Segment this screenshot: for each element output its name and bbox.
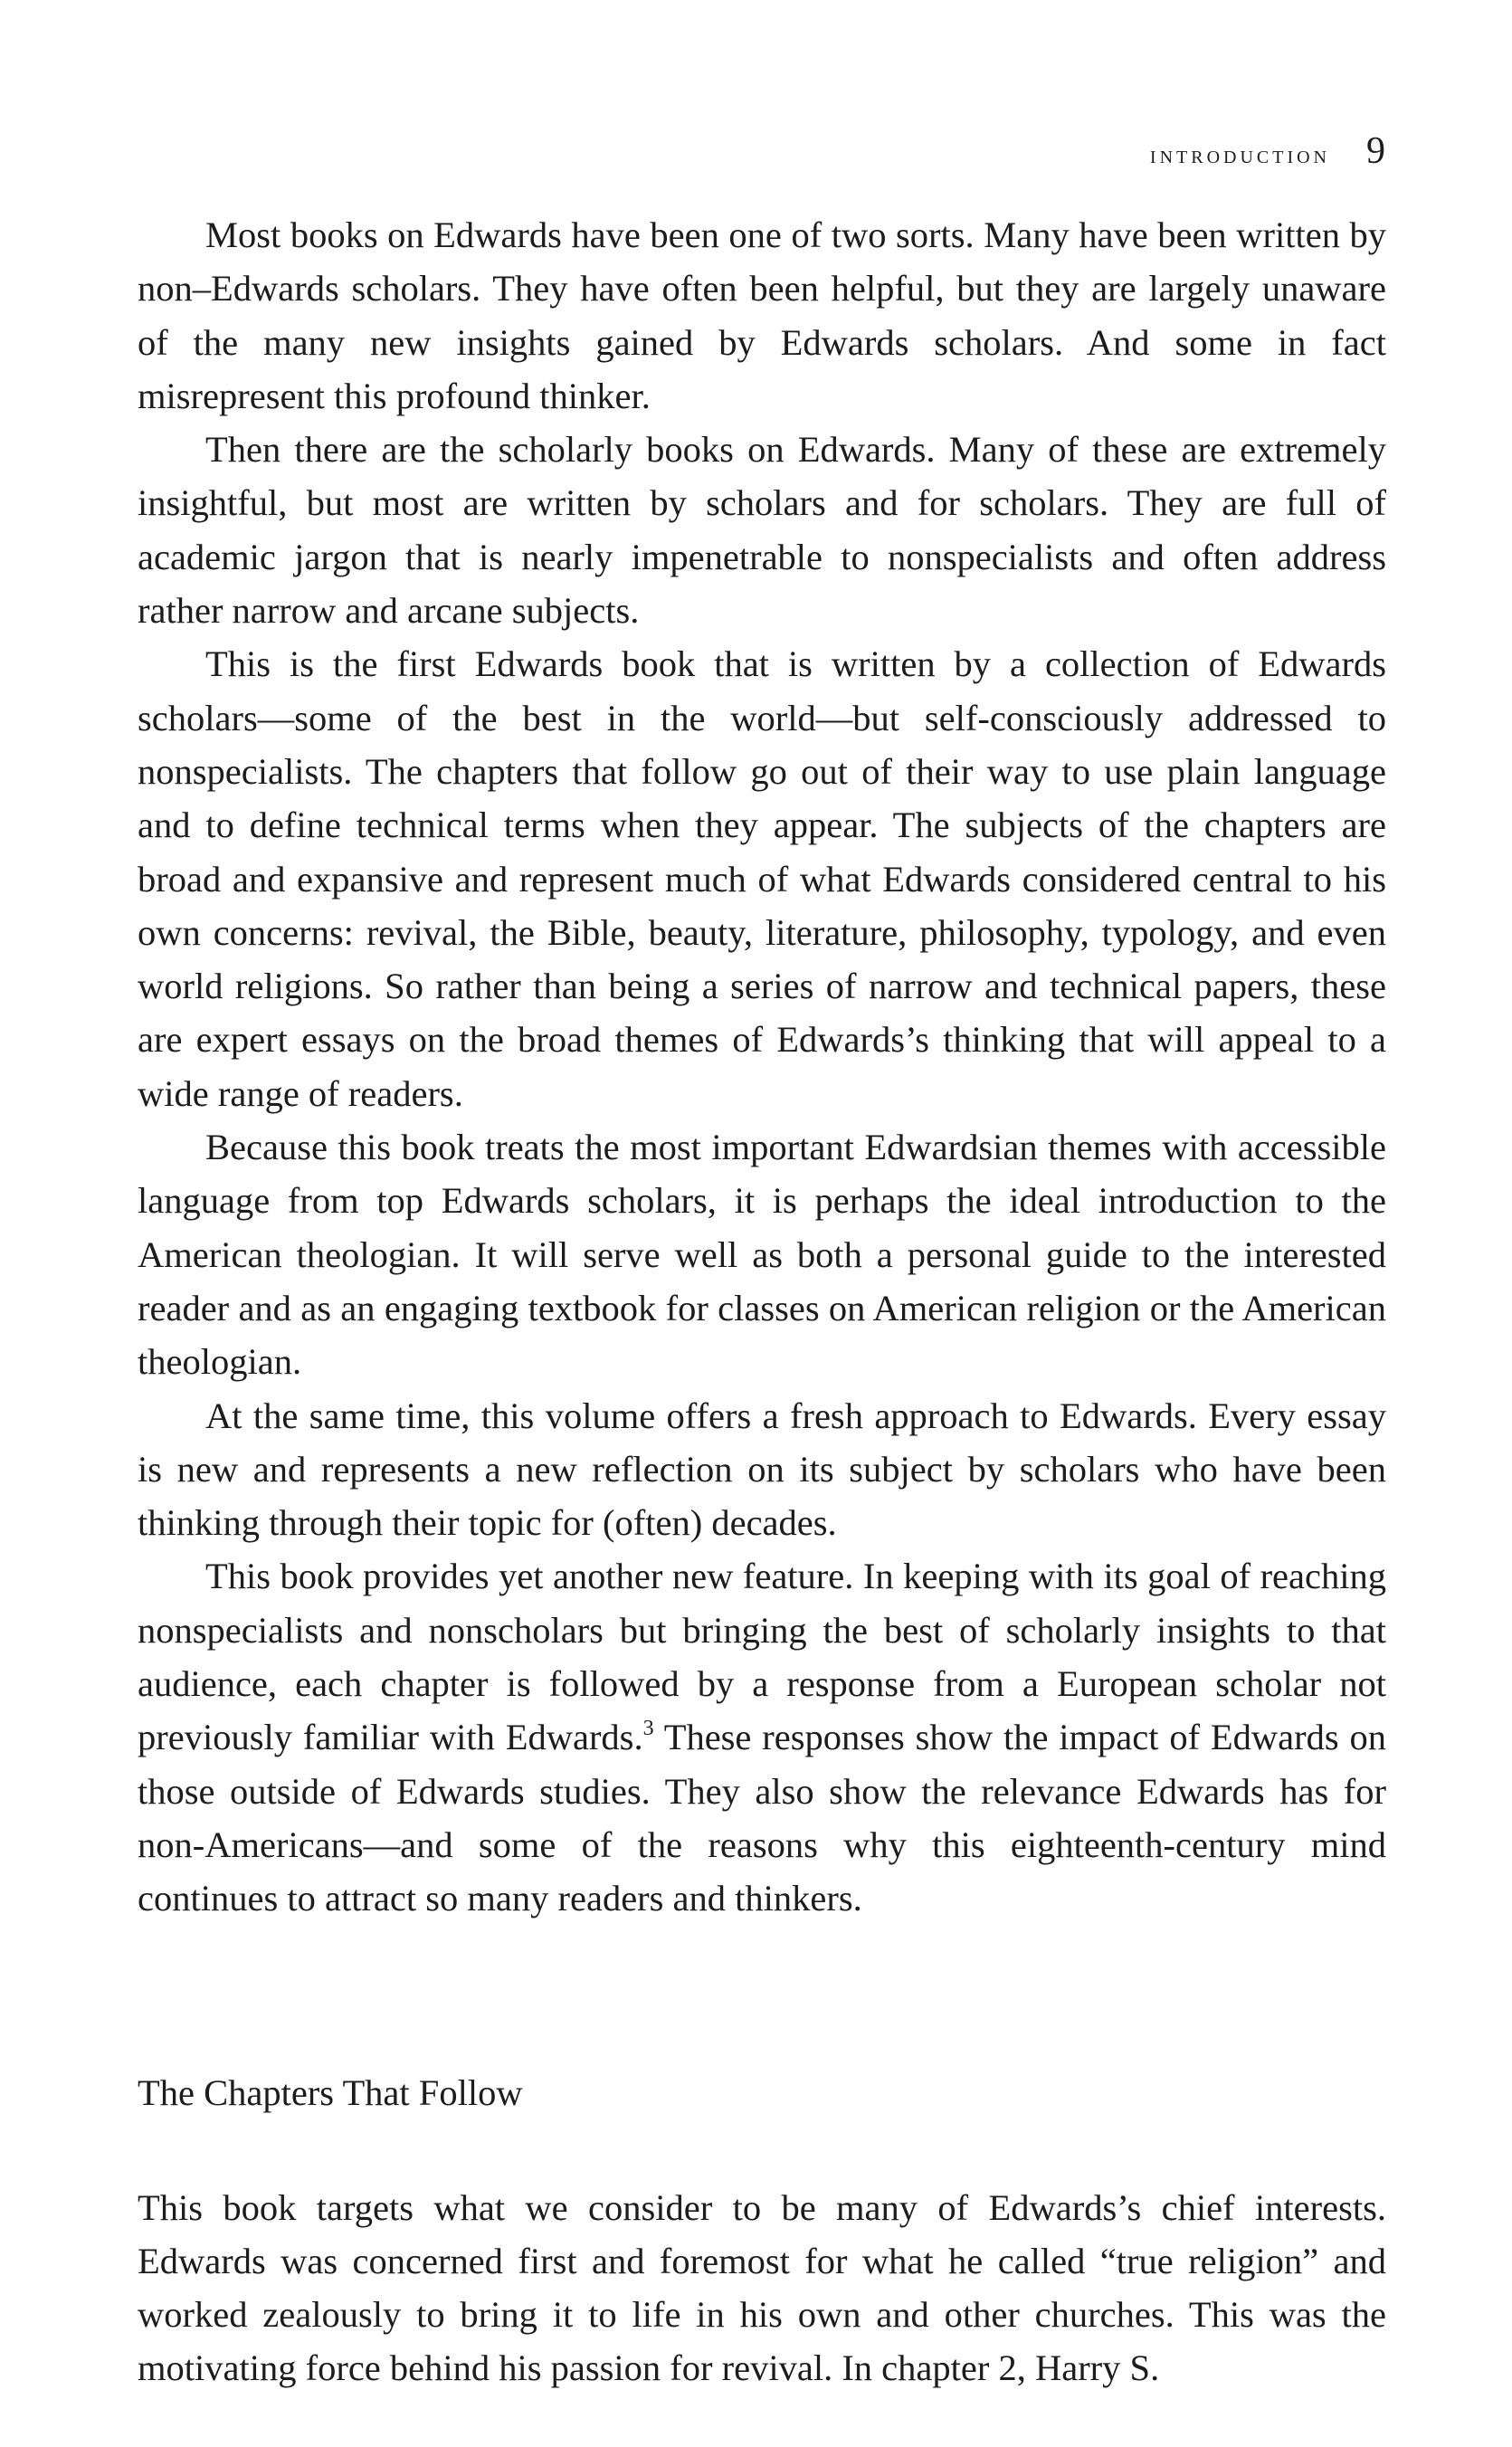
paragraph: At the same time, this volume offers a fresh approach to Edwards. Every essay is new and represents a new reflection on its subject by scholars who have been thinking through their topic for (often) decades. xyxy=(138,1395,1386,1544)
paragraph-with-footnote xyxy=(138,1549,1386,1925)
paragraph: Because this book treats the most important Edwardsian themes with accessible language from top Edwards scholars, it is perhaps the ideal introduction to the American theologian. It will serve well as both a personal guide to the interested reader and as an engaging textbook for classes on American religion or the American theologian. xyxy=(138,1127,1386,1383)
paragraph: This book targets what we consider to be many of Edwards’s chief interests. Edwards was concerned first and foremost for what he called “true religion” and worked zealously to bring it to life in his own and other churches. This was the motivating force behind his passion for revival. In chapter 2, Harry S. xyxy=(138,2186,1386,2389)
paragraph: This is the first Edwards book that is written by a collection of Edwards scholars—some of the best in the world—but self-consciously addressed to nonspecialists. The chapters that follow go out of their way to use plain language and to define technical terms when they appear. The subjects of the chapters are broad and expansive and represent much of what Edwards considered central to his own concerns: revival, the Bible, beauty, literature, philosophy, typology, and even world religions. So rather than being a series of narrow and technical papers, these are expert essays on the broad themes of Edwards’s thinking that will appeal to a wide range of readers. xyxy=(138,643,1386,1114)
section-body xyxy=(138,2181,1386,2395)
paragraph-text-after-note: These responses show the impact of Edwards on those outside of Edwards studies. They also show the relevance Edwards has for non-Americans—and some of the reasons why this eighteenth-century mind continues to attract so many readers and thinkers. xyxy=(138,1717,1387,1919)
paragraph: Most books on Edwards have been one of two sorts. Many have been written by non–Edwards scholars. They have often been helpful, but they are largely unaware of the many new insights gained by Edwards scholars. And some in fact misrepresent this profound thinker. xyxy=(138,214,1386,416)
paragraph: Then there are the scholarly books on Edwards. Many of these are extremely insightful, but most are written by scholars and for scholars. They are full of academic jargon that is nearly impenetrable to nonspecialists and often address rather narrow and arcane subjects. xyxy=(138,429,1386,632)
body-text xyxy=(138,208,1386,2395)
running-head-title: introduction xyxy=(1149,140,1330,169)
section-heading: The Chapters That Follow xyxy=(138,2071,523,2113)
footnote-reference[interactable]: 3 xyxy=(642,1717,654,1741)
paragraph-text-before-note: This book provides yet another new feature. In keeping with its goal of reaching nonspecialists and nonscholars but bringing the best of scholarly insights to that audience, each chapter is followed by a response from a European scholar not previously familiar with Edwards. xyxy=(138,1556,1386,1758)
page-number: 9 xyxy=(1366,130,1385,172)
running-head xyxy=(1150,129,1385,173)
